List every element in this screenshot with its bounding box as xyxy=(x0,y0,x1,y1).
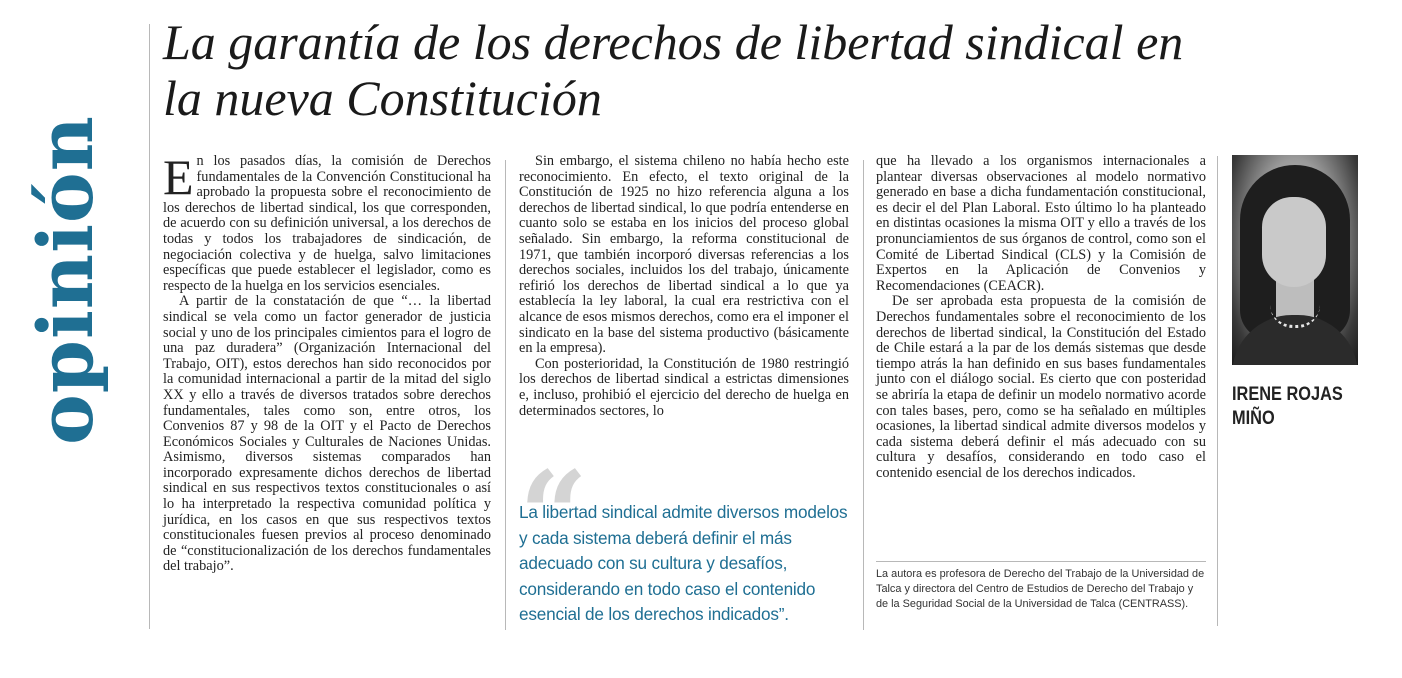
author-note: La autora es profesora de Derecho del Trabajo de la Universidad de Talca y directora del Centro de Estudios de Derecho del Trabajo y de la Seguridad Social de la Universidad de Talca (CENTRASS). xyxy=(876,568,1205,611)
author-photo xyxy=(1232,155,1358,365)
author-byline: IRENE ROJAS MIÑO xyxy=(1232,384,1343,429)
col3-paragraph-2: De ser aprobada esta propuesta de la comisión de Derechos fundamentales sobre el reconocimiento de los derechos de libertad sindical, la Constitución del Estado de Chile estará a la par de los demás sistemas que desde tiempo atrás la han definido en sus bases fundamentales junto con el diálogo social. Es cierto que con posteridad se abriría la etapa de definir un modelo normativo acorde con tales bases, pero, como se ha señalado en múltiples ocasiones, la libertad sindical admite diversos modelos y cada sistema deberá definir el más adecuado con su cultura y desafíos, considerando en todo caso el contenido esencial de los derechos indicados. xyxy=(876,293,1206,481)
pull-quote-text: La libertad sindical admite diversos modelos y cada sistema deberá definir el más adecuado con su cultura y desafíos, considerando en todo caso el contenido esencial de los derechos indicados”. xyxy=(519,502,848,625)
section-label-opinion: opinión xyxy=(21,115,110,445)
article-column-3 xyxy=(876,154,1206,481)
article-headline: La garantía de los derechos de libertad sindical en la nueva Constitución xyxy=(163,14,1184,126)
pull-quote xyxy=(519,445,849,628)
col3-paragraph-1: que ha llevado a los organismos internacionales a plantear diversas observaciones al modelo normativo generado en base a dicha fundamentación constitucional, es decir el del Plan Laboral. Esto último lo ha planteado en distintas ocasiones la misma OIT y ello a través de los pronunciamientos de sus órganos de control, como son el Comité de Libertad Sindical (CLS) y la Comisión de Expertos en la Aplicación de Convenios y Recomendaciones (CEACR). xyxy=(876,153,1206,294)
article-column-1 xyxy=(163,149,491,575)
col2-paragraph-1: Sin embargo, el sistema chileno no había hecho este reconocimiento. En efecto, el texto original de la Constitución de 1925 no hizo referencia alguna a los derechos de libertad sindical, lo que podría entenderse en cuanto solo se estaba en los inicios del proceso global señalado. Sin embargo, la reforma constitucional de 1971, que también incorporó diversas referencias a los derechos sociales, incluidos los del trabajo, únicamente refirió los derechos de libertad sindical a lo que ya establecía la ley laboral, la cual era restrictiva con el alcance de esos mismos derechos, como era el imponer el sindicato en la base del sistema productivo (básicamente en la empresa). xyxy=(519,153,849,357)
column-divider-2 xyxy=(863,160,864,630)
col2-paragraph-2: Con posterioridad, la Constitución de 1980 restringió los derechos de libertad sindical a estrictas dimensiones e, incluso, prohibió el ejercicio del derecho de huelga en determinados sectores, lo xyxy=(519,355,849,419)
quote-mark-icon: “ xyxy=(519,445,589,586)
article-column-2 xyxy=(519,154,849,419)
left-divider xyxy=(149,24,150,629)
author-photo-face xyxy=(1262,197,1326,287)
col1-paragraph-2: A partir de la constatación de que “… la libertad sindical se vela como un factor generador de justicia social y uno de los principales cimientos para el logro de una paz duradera” (Organización Internacional del Trabajo, OIT), estos derechos han sido reconocidos por la comunidad internacional a partir de la mitad del siglo XX y ello a través de diversos tratados sobre derechos fundamentales, tales como son, entre otros, los Convenios 87 y 98 de la OIT y el Pacto de Derechos Económicos Sociales y Culturales de Naciones Unidas. Asimismo, diversos sistemas comparados han incorporado expresamente dichos derechos de libertad sindical en sus respectivos textos constitucionales o así lo ha interpretado la respectiva comunidad política y jurídica, en los casos en que sus respectivos textos constitucionales fuesen previos al proceso denominado de “constitucionalización de los derechos fundamentales del trabajo”. xyxy=(163,293,491,575)
col1-paragraph-1-text: n los pasados días, la comisión de Derechos fundamentales de la Convención Constitucional ha aprobado la propuesta sobre el reconocimiento de los derechos de libertad sindical, los que corresponden, de acuerdo con su definición universal, a los derechos de todas y todos los trabajadores de sindicación, de negociación colectiva y de huelga, salvo limitaciones específicas que puede establecer el legislador, como es respecto de la huelga en los servicios esenciales. xyxy=(163,153,491,294)
col1-paragraph-1 xyxy=(163,149,491,294)
column-divider-1 xyxy=(505,160,506,630)
drop-cap: E xyxy=(163,149,194,205)
author-note-divider xyxy=(876,561,1206,562)
column-divider-3 xyxy=(1217,156,1218,626)
